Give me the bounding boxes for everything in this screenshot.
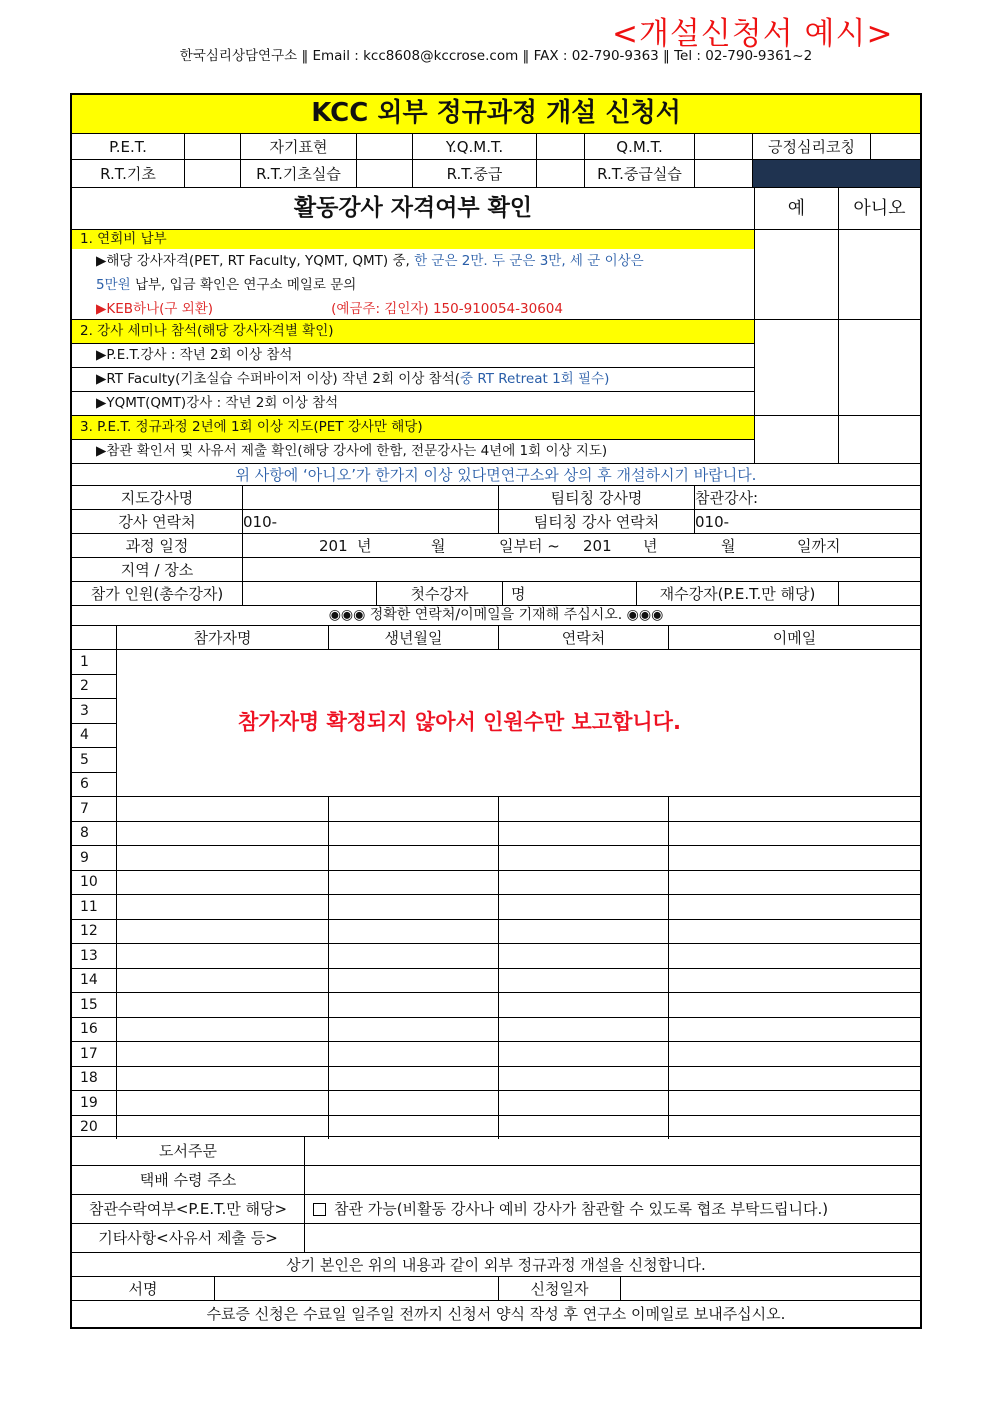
course-qmt-box[interactable] [694,133,752,159]
course-qmt-label: Q.M.T. [584,133,694,159]
course-positive-coaching-box[interactable] [870,133,920,159]
column-header-phone: 연락처 [498,625,668,649]
observe-label: 참관수락여부<P.E.T.만 해당> [72,1194,304,1223]
participant-cell[interactable] [498,1066,668,1090]
participant-cell[interactable] [668,796,920,821]
section-1-title: 1. 연회비 납부 [72,229,754,249]
row-number: 1 [72,649,116,674]
course-rt-basic-box[interactable] [184,159,240,187]
participant-cell[interactable] [328,894,498,919]
signature-label: 서명 [72,1276,214,1300]
participant-cell[interactable] [498,821,668,845]
schedule-month-unit-1: 월 [431,536,446,555]
participant-cell[interactable] [328,796,498,821]
participant-cell[interactable] [328,821,498,845]
rt-retreat-text: 중 RT Retreat 1회 필수) [460,371,610,388]
lead-phone-input[interactable]: 010- [242,509,498,533]
repeat-input[interactable] [838,581,920,605]
contact-line: 한국심리상담연구소 ‖ Email : kcc8608@kccrose.com ‖ FAX : 02-790-9363 ‖ Tel : 02-790-9361~2 [179,48,813,64]
participant-cell[interactable] [328,943,498,968]
first-time-input[interactable]: 명 [502,581,636,605]
course-rt-basic-practice-label: R.T.기초실습 [240,159,356,187]
date-input[interactable] [620,1276,920,1300]
schedule-year-unit-2: 년 [643,536,658,555]
course-self-expression-box[interactable] [356,133,412,159]
row-number: 6 [72,772,116,796]
region-input[interactable] [242,557,920,581]
participant-cell[interactable] [498,796,668,821]
participant-cell[interactable] [116,1041,328,1066]
row-number: 2 [72,674,116,698]
participant-cell[interactable] [668,870,920,894]
participant-cell[interactable] [328,992,498,1017]
participant-cell[interactable] [668,1017,920,1041]
row-number: 10 [72,870,116,894]
example-stamp: <개설신청서 예시> [612,16,894,52]
s1-no-box[interactable] [838,229,920,319]
participant-cell[interactable] [116,894,328,919]
participant-cell[interactable] [668,1090,920,1115]
participants-count-input[interactable] [242,581,376,605]
s2-yes-box[interactable] [754,319,838,415]
s3-no-box[interactable] [838,415,920,463]
team-phone-label: 팀티칭 강사 연락처 [498,509,694,533]
row-number: 3 [72,698,116,723]
section-3-title: 3. P.E.T. 정규과정 2년에 1회 이상 지도(PET 강사만 해당) [72,415,754,439]
no-header: 아니오 [838,187,920,229]
section-2-line-2 [72,367,754,391]
schedule-label: 과정 일정 [72,533,242,557]
participant-cell[interactable] [116,943,328,968]
yes-header: 예 [754,187,838,229]
observe-option[interactable] [304,1194,920,1223]
course-positive-coaching-label: 긍정심리코칭 [752,133,870,159]
participant-cell[interactable] [328,1017,498,1041]
participant-cell[interactable] [668,968,920,992]
participant-cell[interactable] [116,1017,328,1041]
s1-yes-box[interactable] [754,229,838,319]
section-3-line-1: ▶참관 확인서 및 사유서 제출 확인(해당 강사에 한함, 전문강사는 4년에 1회 이상 지도) [72,439,754,463]
schedule-from: 일부터 ~ [499,536,560,555]
delivery-input[interactable] [304,1165,920,1194]
participant-cell[interactable] [498,870,668,894]
application-form [70,93,922,1329]
column-header-name: 참가자명 [116,625,328,649]
other-input[interactable] [304,1223,920,1252]
schedule-input[interactable] [242,533,920,557]
column-header-birthdate: 생년월일 [328,625,498,649]
row-number: 4 [72,723,116,747]
row-number: 16 [72,1017,116,1041]
fee-inquiry: 납부, 입금 확인은 연구소 메일로 문의 [130,276,357,293]
participant-cell[interactable] [116,1066,328,1090]
lead-instructor-label: 지도강사명 [72,485,242,509]
row-number: 7 [72,796,116,821]
book-order-label: 도서주문 [72,1136,304,1165]
participant-cell[interactable] [498,943,668,968]
contact-notice: ◉◉◉ 정확한 연락처/이메일을 기재해 주십시오. ◉◉◉ [72,605,920,625]
team-instructor-label: 팀티칭 강사명 [498,485,694,509]
section-1-bank-line [72,297,754,321]
lead-phone-label: 강사 연락처 [72,509,242,533]
participant-cell[interactable] [498,1041,668,1066]
delivery-label: 택배 수령 주소 [72,1165,304,1194]
participant-cell[interactable] [498,919,668,943]
region-label: 지역 / 장소 [72,557,242,581]
participant-cell[interactable] [668,919,920,943]
other-label: 기타사항<사유서 제출 등> [72,1223,304,1252]
qualification-heading: 활동강사 자격여부 확인 [72,187,754,229]
course-rt-basic-practice-box[interactable] [356,159,412,187]
team-instructor-input[interactable]: 참관강사: [694,485,920,509]
participant-cell[interactable] [328,919,498,943]
participant-cell[interactable] [498,894,668,919]
participant-cell[interactable] [498,992,668,1017]
schedule-year-1: 201 [319,536,348,555]
first-time-label: 첫수강자 [376,581,502,605]
team-phone-input[interactable]: 010- [694,509,920,533]
participant-cell[interactable] [498,1090,668,1115]
row-number: 8 [72,821,116,845]
participant-cell[interactable] [328,1090,498,1115]
row-number: 11 [72,894,116,919]
participant-cell[interactable] [328,1041,498,1066]
row-number: 14 [72,968,116,992]
observe-text: 참관 가능(비활동 강사나 예비 강사가 참관할 수 있도록 협조 부탁드립니다.) [334,1200,829,1218]
course-rt-intermediate-label: R.T.중급 [412,159,536,187]
column-header-email: 이메일 [668,625,920,649]
fee-amount-5: 5만원 [96,276,131,293]
participant-cell[interactable] [328,870,498,894]
participant-cell[interactable] [116,992,328,1017]
course-pet-label: P.E.T. [72,133,184,159]
course-self-expression-label: 자기표현 [240,133,356,159]
schedule-month-unit-2: 월 [721,536,736,555]
schedule-to: 일까지 [797,536,841,555]
participant-cell[interactable] [328,1066,498,1090]
section-1-line-2 [72,273,754,297]
s3-yes-box[interactable] [754,415,838,463]
course-yqmt-label: Y.Q.M.T. [412,133,536,159]
participant-cell[interactable] [668,845,920,870]
row-number: 12 [72,919,116,943]
book-order-input[interactable] [304,1136,920,1165]
row-number: 15 [72,992,116,1017]
participant-cell[interactable] [668,821,920,845]
row-number: 17 [72,1041,116,1066]
observe-checkbox[interactable] [313,1203,326,1216]
participant-cell[interactable] [498,1017,668,1041]
section-2-line-3: ▶YQMT(QMT)강사 : 작년 2회 이상 참석 [72,391,754,415]
repeat-label: 재수강자(P.E.T.만 해당) [636,581,838,605]
participant-cell[interactable] [328,968,498,992]
participant-cell[interactable] [116,1090,328,1115]
date-label: 신청일자 [498,1276,620,1300]
bank-account: (예금주: 김인자) 150-910054-30604 [331,300,563,317]
fee-amounts: 한 군은 2만. 두 군은 3만, 세 군 이상은 [414,252,644,269]
participant-cell[interactable] [668,1066,920,1090]
participant-cell[interactable] [668,943,920,968]
schedule-year-2: 201 [583,536,612,555]
section-2-title: 2. 강사 세미나 참석(해당 강사자격별 확인) [72,319,754,343]
participant-cell[interactable] [498,845,668,870]
row-number: 9 [72,845,116,870]
participant-cell[interactable] [668,1041,920,1066]
row-number: 18 [72,1066,116,1090]
participant-cell[interactable] [116,821,328,845]
participant-cell[interactable] [668,992,920,1017]
row-number: 5 [72,747,116,772]
fee-text: ▶해당 강사자격(PET, RT Faculty, YQMT, QMT) 중, [96,252,415,269]
participant-cell[interactable] [668,894,920,919]
signature-input[interactable] [214,1276,498,1300]
closing-note: 수료증 신청은 수료일 일주일 전까지 신청서 양식 작성 후 연구소 이메일로 보내주십시오. [72,1300,920,1327]
declaration: 상기 본인은 위의 내용과 같이 외부 정규과정 개설을 신청합니다. [72,1252,920,1276]
course-rt-intermediate-box[interactable] [536,159,584,187]
section-1-line-1 [72,249,754,273]
bank-name: ▶KEB하나(구 외환) [96,300,214,317]
warning-line: 위 사항에 ‘아니오’가 한가지 이상 있다면연구소와 상의 후 개설하시기 바랍니다. [72,463,920,485]
participant-cell[interactable] [116,845,328,870]
form-title: KCC 외부 정규과정 개설 신청서 [72,95,920,133]
row-number: 13 [72,943,116,968]
course-rt-intermediate-practice-label: R.T.중급실습 [584,159,694,187]
shaded-cell [752,159,920,187]
schedule-year-unit-1: 년 [357,536,372,555]
participant-cell[interactable] [116,870,328,894]
course-pet-box[interactable] [184,133,240,159]
row-number: 20 [72,1115,116,1139]
table-corner [72,625,116,649]
course-rt-basic-label: R.T.기초 [72,159,184,187]
participant-cell[interactable] [116,968,328,992]
participant-cell[interactable] [116,796,328,821]
course-yqmt-box[interactable] [536,133,584,159]
participant-note: 참가자명 확정되지 않아서 인원수만 보고합니다. [238,710,681,734]
lead-instructor-input[interactable] [242,485,498,509]
course-rt-intermediate-practice-box[interactable] [694,159,752,187]
participants-count-label: 참가 인원(총수강자) [72,581,242,605]
s2-no-box[interactable] [838,319,920,415]
rt-faculty-text: ▶RT Faculty(기초실습 수퍼바이저 이상) 작년 2회 이상 참석( [96,371,461,388]
section-2-line-1: ▶P.E.T.강사 : 작년 2회 이상 참석 [72,343,754,367]
participant-cell[interactable] [498,968,668,992]
participant-cell[interactable] [328,845,498,870]
participant-cell[interactable] [116,919,328,943]
row-number: 19 [72,1090,116,1115]
